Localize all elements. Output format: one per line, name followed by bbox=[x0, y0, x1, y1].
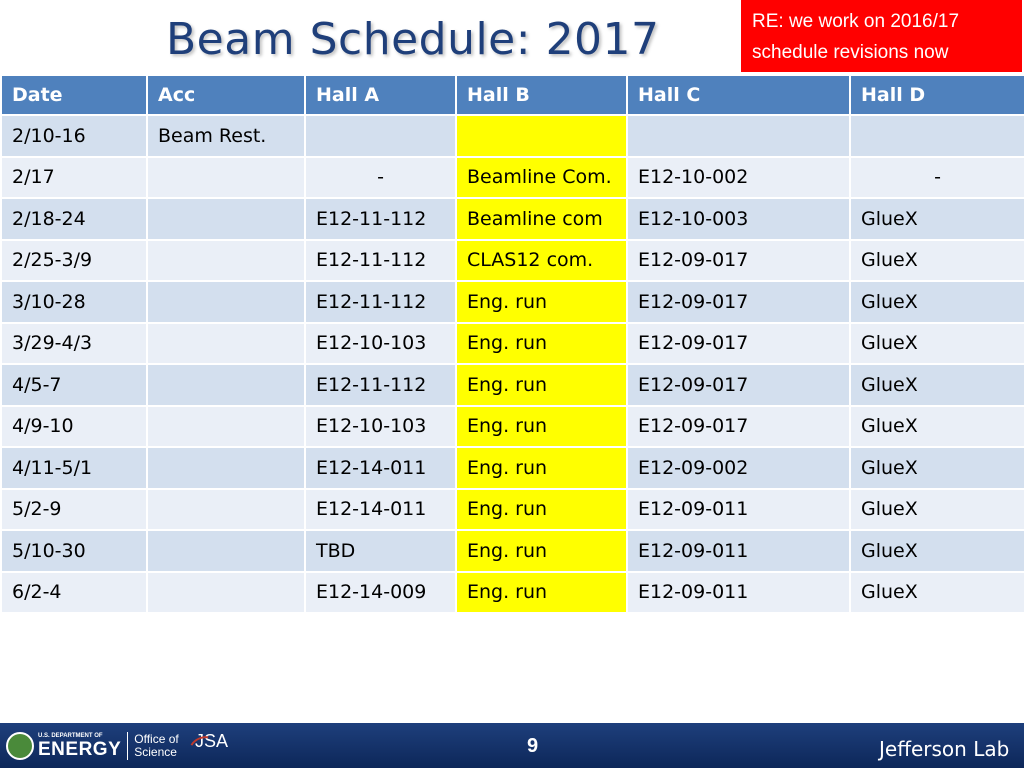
table-cell bbox=[147, 406, 305, 448]
table-cell: Eng. run bbox=[456, 530, 627, 572]
table-cell: E12-10-002 bbox=[627, 157, 850, 199]
doe-logo bbox=[6, 732, 179, 760]
table-cell bbox=[147, 198, 305, 240]
table-cell: E12-09-011 bbox=[627, 489, 850, 531]
table-cell: 5/2-9 bbox=[1, 489, 147, 531]
table-cell: Eng. run bbox=[456, 572, 627, 614]
table-cell bbox=[850, 115, 1024, 157]
table-cell bbox=[147, 364, 305, 406]
column-header: Acc bbox=[147, 75, 305, 115]
table-cell: E12-09-017 bbox=[627, 240, 850, 282]
table-cell: 4/9-10 bbox=[1, 406, 147, 448]
table-cell bbox=[147, 281, 305, 323]
table-cell: 5/10-30 bbox=[1, 530, 147, 572]
column-header: Date bbox=[1, 75, 147, 115]
table-cell bbox=[147, 572, 305, 614]
table-cell: GlueX bbox=[850, 489, 1024, 531]
office-of-science bbox=[134, 733, 178, 759]
table-cell: GlueX bbox=[850, 406, 1024, 448]
table-cell: Eng. run bbox=[456, 489, 627, 531]
jefferson-lab-logo: Jefferson Lab bbox=[879, 737, 1010, 761]
table-cell: E12-09-011 bbox=[627, 530, 850, 572]
doe-big-text: ENERGY bbox=[38, 739, 122, 760]
table-cell: GlueX bbox=[850, 572, 1024, 614]
table-cell: 2/17 bbox=[1, 157, 147, 199]
table-cell: GlueX bbox=[850, 447, 1024, 489]
table-cell: E12-09-011 bbox=[627, 572, 850, 614]
office-line-1: Office of bbox=[134, 732, 179, 746]
table-cell: GlueX bbox=[850, 323, 1024, 365]
table-cell: E12-10-103 bbox=[305, 323, 456, 365]
table-row bbox=[1, 323, 1024, 365]
table-cell: CLAS12 com. bbox=[456, 240, 627, 282]
revision-note-line-2: schedule revisions now bbox=[752, 42, 949, 63]
jsa-text: JSA bbox=[195, 731, 229, 751]
table-cell: E12-11-112 bbox=[305, 364, 456, 406]
table-cell: Eng. run bbox=[456, 281, 627, 323]
table-cell: 2/18-24 bbox=[1, 198, 147, 240]
table-cell: GlueX bbox=[850, 364, 1024, 406]
table-cell: 2/10-16 bbox=[1, 115, 147, 157]
table-cell: Eng. run bbox=[456, 447, 627, 489]
table-cell: - bbox=[305, 157, 456, 199]
table-cell: Beamline Com. bbox=[456, 157, 627, 199]
table-row bbox=[1, 198, 1024, 240]
table-body bbox=[1, 115, 1024, 613]
table-cell: Beam Rest. bbox=[147, 115, 305, 157]
table-cell: 3/10-28 bbox=[1, 281, 147, 323]
table-row bbox=[1, 157, 1024, 199]
page-number: 9 bbox=[527, 735, 539, 757]
table-cell: Eng. run bbox=[456, 323, 627, 365]
table-cell: 3/29-4/3 bbox=[1, 323, 147, 365]
table-row bbox=[1, 530, 1024, 572]
table-cell bbox=[147, 489, 305, 531]
table-cell: E12-14-011 bbox=[305, 447, 456, 489]
table-cell: E12-09-017 bbox=[627, 364, 850, 406]
table-cell: GlueX bbox=[850, 198, 1024, 240]
table-cell: TBD bbox=[305, 530, 456, 572]
table-cell: E12-10-103 bbox=[305, 406, 456, 448]
table-row bbox=[1, 364, 1024, 406]
table-cell: GlueX bbox=[850, 281, 1024, 323]
table-cell bbox=[147, 530, 305, 572]
table-cell: E12-09-002 bbox=[627, 447, 850, 489]
table-cell: E12-11-112 bbox=[305, 198, 456, 240]
table-cell: E12-14-011 bbox=[305, 489, 456, 531]
table-row bbox=[1, 281, 1024, 323]
table-row bbox=[1, 240, 1024, 282]
beam-schedule-table bbox=[0, 74, 1024, 614]
table-cell: E12-09-017 bbox=[627, 281, 850, 323]
table-cell bbox=[147, 323, 305, 365]
table-cell bbox=[305, 115, 456, 157]
column-header: Hall D bbox=[850, 75, 1024, 115]
logo-divider bbox=[127, 732, 128, 760]
table-cell: 6/2-4 bbox=[1, 572, 147, 614]
table-cell bbox=[456, 115, 627, 157]
column-header: Hall C bbox=[627, 75, 850, 115]
jsa-logo bbox=[195, 731, 228, 752]
table-cell bbox=[147, 447, 305, 489]
column-header: Hall A bbox=[305, 75, 456, 115]
table-cell: Beamline com bbox=[456, 198, 627, 240]
table-row bbox=[1, 406, 1024, 448]
table-cell: Eng. run bbox=[456, 406, 627, 448]
doe-small-text: U.S. DEPARTMENT OF bbox=[38, 733, 103, 739]
revision-note bbox=[741, 0, 1022, 72]
table-cell: 4/11-5/1 bbox=[1, 447, 147, 489]
table-cell: Eng. run bbox=[456, 364, 627, 406]
table-row bbox=[1, 447, 1024, 489]
table-cell: E12-09-017 bbox=[627, 323, 850, 365]
table-cell bbox=[627, 115, 850, 157]
table-cell: 2/25-3/9 bbox=[1, 240, 147, 282]
footer-bar bbox=[0, 723, 1024, 768]
table-row bbox=[1, 489, 1024, 531]
table-cell: 4/5-7 bbox=[1, 364, 147, 406]
table-cell bbox=[147, 240, 305, 282]
table-cell: GlueX bbox=[850, 530, 1024, 572]
revision-note-line-1: RE: we work on 2016/17 bbox=[752, 11, 960, 32]
doe-seal-icon bbox=[6, 732, 34, 760]
column-header: Hall B bbox=[456, 75, 627, 115]
table-cell: E12-11-112 bbox=[305, 281, 456, 323]
page-title: Beam Schedule: 2017 bbox=[166, 14, 660, 65]
table-cell: E12-10-003 bbox=[627, 198, 850, 240]
table-cell: E12-09-017 bbox=[627, 406, 850, 448]
table-cell: E12-11-112 bbox=[305, 240, 456, 282]
table-header-row bbox=[1, 75, 1024, 115]
table-row bbox=[1, 115, 1024, 157]
table-cell bbox=[147, 157, 305, 199]
office-line-2: Science bbox=[134, 745, 177, 759]
table-cell: E12-14-009 bbox=[305, 572, 456, 614]
table-cell: GlueX bbox=[850, 240, 1024, 282]
table-row bbox=[1, 572, 1024, 614]
table-cell: - bbox=[850, 157, 1024, 199]
